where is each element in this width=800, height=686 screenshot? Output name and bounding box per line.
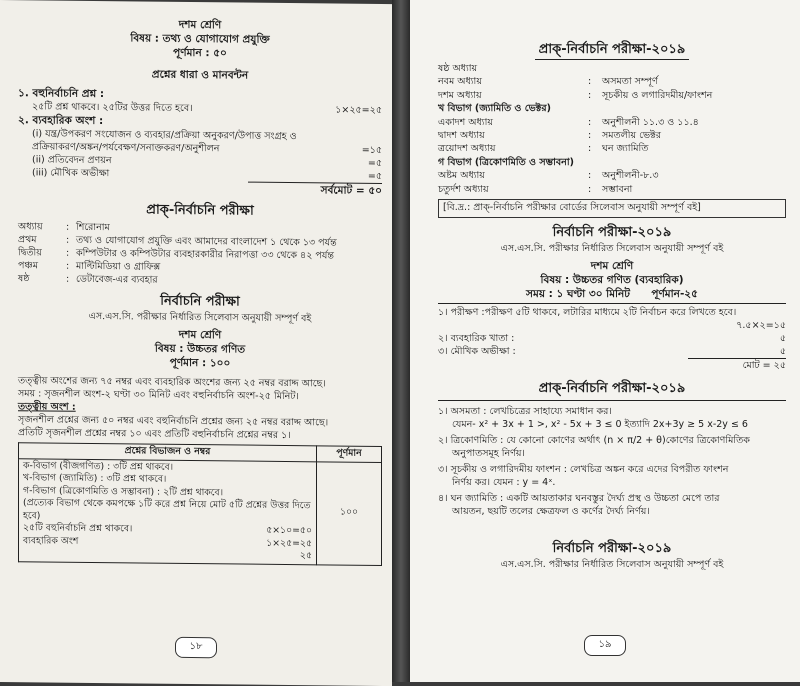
selection-syllabus-2: এস.এস.সি. পরীক্ষার নির্ধারিত সিলেবাস অনুযায়ী সম্পূর্ণ বই (500, 559, 724, 571)
note-box: [বি.দ্র.: প্রাক্-নির্বাচনি পরীক্ষার বোর্ডের সিলেবাস অনুযায়ী সম্পূর্ণ বই] (438, 199, 786, 218)
q1-marks: ১×২৫=২৫ (335, 104, 382, 117)
practical-list-3b: নির্ণয় কর। যেমন : y = 4ˣ. (452, 477, 556, 489)
practical-list-4: ৪। ঘন জ্যামিতি : একটি আয়তাকার ঘনবস্তুর দৈর্ঘ্য প্রস্থ ও উচ্চতা মেপে তার (438, 493, 720, 505)
q1-text: ২৫টি প্রশ্ন থাকবে। ২৫টির উত্তর দিতে হবে। (32, 101, 193, 115)
pre-exam-title: প্রাক্-নির্বাচনি পরীক্ষা (146, 202, 254, 219)
q2-i-marks: =১৫ (361, 144, 382, 157)
q2-iii: (iii) মৌখিক অভীক্ষা (32, 167, 110, 180)
practical-item-3: ৩। মৌখিক অভীক্ষা : (438, 346, 516, 358)
q2-i: (i) যন্ত্র/উপকরণ সংযোজন ও ব্যবহার/প্রক্রিয়া অনুকরণ/উপাত্ত সংগ্রহ ও প্রক্রিয়াকরণ/অঙ্কন/পর্যবেক্ষণ/সনাক্তকরণ/অনুশীলন (32, 128, 297, 155)
selection-syllabus: এস.এস.সি. পরীক্ষার নির্ধারিত সিলেবাস অনুযায়ী সম্পূর্ণ বই (88, 310, 312, 325)
table-cell: ক-বিভাগ (বীজগণিত) : ৩টি প্রশ্ন থাকবে। খ-বিভাগ (জ্যামিতি) : ৩টি প্রশ্ন থাকবে। গ-বিভাগ (ত্রিকোণমিতি ও সম্ভাবনা) : ২টি প্রশ্ন থাকবে। (প্রত্যেক বিভাগ থেকে কমপক্ষে ১টি করে প্রশ্ন নিয়ে মোট ৫টি প্রশ্নের উত্তর দিতে হবে) ২৫টি বহুনির্বাচনি প্রশ্ন থাকবে। ৫×১০=৫০ ব্যবহারিক অংশ ১×২৫=২৫ ২৫ (19, 458, 317, 564)
paragraph-each: প্রতিটি সৃজনশীল প্রশ্নের নম্বর ১০ এবং প্রতিটি বহুনির্বাচনি প্রশ্নের নম্বর ১। (18, 427, 291, 442)
subject-title-2: বিষয় : উচ্চতর গণিত (154, 342, 246, 356)
class-title: দশম শ্রেণি (590, 260, 634, 273)
pre-exam-title: প্রাক্-নির্বাচনি পরীক্ষা-২০১৯ (438, 38, 786, 60)
section-heading: গ বিভাগ (ত্রিকোণমিতি ও সম্ভাবনা) (438, 156, 574, 168)
score-table (18, 442, 382, 565)
practical-item-1-marks: ৭.৫×২=১৫ (736, 320, 786, 332)
chapter-row: ষষ্ঠ : ডেটাবেজ-এর ব্যবহার (18, 273, 158, 286)
chapter-list (438, 62, 786, 196)
practical-item-1: ১। পরীক্ষণ :পরীক্ষণ ৫টি থাকবে, লটারির মাধ্যমে ২টি নির্বাচন করে লিখতে হবে। (438, 307, 737, 319)
practical-list-1: ১। অসমতা : লেখচিত্রের সাহায্যে সমাধান কর। (438, 406, 612, 418)
section-heading: খ বিভাগ (জ্যামিতি ও ভেক্টর) (438, 103, 551, 115)
chapter-row: দশম অধ্যায় : সূচকীয় ও লগারিদমীয়/ফাংশন (438, 89, 713, 101)
q2-ii-marks: =৫ (367, 157, 382, 170)
paragraph-creative: সৃজনশীল প্রশ্নের জন্য ৫০ নম্বর এবং বহুনির্বাচনি প্রশ্নের জন্য ২৫ নম্বর বরাদ্দ আছে। (18, 414, 329, 429)
book-gutter (392, 0, 410, 682)
pre-exam-title-2: প্রাক্-নির্বাচনি পরীক্ষা-২০১৯ (538, 381, 686, 397)
chapter-row: দ্বিতীয় : কম্পিউটার ও কম্পিউটার ব্যবহারকারীর নিরাপত্তা ৩৩ থেকে ৪২ পর্যন্ত (18, 247, 334, 262)
practical-list-2b: অনুপাতসমূহ নির্ণয়। (452, 448, 525, 460)
table-header: প্রশ্নের বিভাজন ও নম্বর (19, 443, 317, 462)
chapter-row: দ্বাদশ অধ্যায় : সমতলীয় ভেক্টর (438, 130, 661, 142)
q2-iii-marks: =৫ (367, 170, 382, 183)
theory-title: তত্ত্বীয় অংশ : (18, 401, 76, 413)
chapter-row: চতুর্দশ অধ্যায় : সম্ভাবনা (438, 183, 633, 195)
chapter-row: পঞ্চম : মাল্টিমিডিয়া ও গ্রাফিক্স (18, 260, 161, 273)
page-number: ১৮ (0, 635, 392, 660)
page-number: ১৯ (410, 635, 800, 656)
chapter-row: নবম অধ্যায় : অসমতা সম্পূর্ণ (438, 76, 658, 88)
full-marks-2: পূর্ণমান : ১০০ (169, 356, 231, 370)
paragraph-marks: তত্ত্বীয় অংশের জন্য ৭৫ নম্বর এবং ব্যবহারিক অংশের জন্য ২৫ নম্বর বরাদ্দ আছে। (18, 375, 326, 390)
q2-ii: (ii) প্রতিবেদন প্রণয়ন (32, 154, 112, 167)
right-page (410, 0, 800, 682)
selection-syllabus: এস.এস.সি. পরীক্ষার নির্ধারিত সিলেবাস অনুযায়ী সম্পূর্ণ বই (500, 243, 724, 255)
practical-list-1b: যেমন- x² + 3x + 1 >, x² - 5x + 3 ≤ 0 ইত্যাদি 2x+3y ≥ 5 x-2y ≤ 6 (452, 419, 748, 431)
pattern-title: প্রশ্নের ধারা ও মানবন্টন (151, 68, 249, 82)
practical-list-4b: আয়তন, ছয়টি তলের ক্ষেত্রফল ও কর্ণের দৈর্ঘ্য নির্ণয়। (452, 506, 650, 518)
full-marks: পূর্ণমান : ৫০ (173, 46, 227, 60)
chapter-list (18, 220, 382, 289)
time-marks: সময় : ১ ঘণ্টা ৩০ মিনিট পূর্ণমান-২৫ (526, 288, 698, 301)
practical-total: মোট = ২৫ (688, 358, 786, 372)
chapter-row: একাদশ অধ্যায় : অনুশীলনী ১১.৩ ও ১১.৪ (438, 116, 699, 128)
chapter-row: অধ্যায় : শিরোনাম (18, 221, 110, 234)
subject-title: বিষয় : উচ্চতর গণিত (ব্যবহারিক) (540, 274, 684, 287)
subject-title: বিষয় : তথ্য ও যোগাযোগ প্রযুক্তি (130, 32, 270, 46)
chapter-row: ত্রয়োদশ অধ্যায় : ঘন জ্যামিতি (438, 143, 649, 155)
table-header: পূর্ণমান (317, 446, 382, 462)
left-page (0, 0, 392, 686)
practical-item-2: ২। ব্যবহারিক খাতা : (438, 333, 515, 345)
class-title-2: দশম শ্রেণি (178, 328, 222, 342)
selection-exam-title: নির্বাচনি পরীক্ষা (160, 293, 240, 310)
practical-item-2-marks: ৫ (779, 333, 786, 345)
chapter-row: ষষ্ঠ অধ্যায় (438, 63, 478, 74)
class-title: দশম শ্রেণি (178, 18, 222, 32)
selection-exam-title-2: নির্বাচনি পরীক্ষা-২০১৯ (552, 541, 672, 557)
q1-title: ১. বহুনির্বাচনি প্রশ্ন : (18, 87, 105, 101)
paragraph-time: সময় : সৃজনশীল অংশ-২ ঘণ্টা ৩০ মিনিট এবং বহুনির্বাচনি অংশ-২৫ মিনিট। (18, 388, 299, 403)
practical-list-2: ২। ত্রিকোণমিতি : যে কোনো কোণের অর্থাৎ (n × π/2 + θ)কোণের ত্রিকোণমিতিক (438, 435, 750, 447)
selection-exam-title: নির্বাচনি পরীক্ষা-২০১৯ (552, 225, 672, 241)
practical-item-3-marks: ৫ (779, 346, 786, 358)
practical-list-3: ৩। সূচকীয় ও লগারিদমীয় ফাংশন : লেখচিত্র অঙ্কন করে এদের বিপরীত ফাংশন (438, 464, 729, 476)
q2-title: ২. ব্যবহারিক অংশ : (18, 114, 104, 128)
chapter-row: অষ্টম অধ্যায় : অনুশীলনী-৮.৩ (438, 170, 659, 182)
grand-total: সর্বমোট = ৫০ (248, 182, 382, 198)
table-cell: ১০০ (317, 461, 382, 565)
chapter-row: প্রথম : তথ্য ও যোগাযোগ প্রযুক্তি এবং আমাদের বাংলাদেশ ১ থেকে ১৩ পর্যন্ত (18, 234, 337, 249)
